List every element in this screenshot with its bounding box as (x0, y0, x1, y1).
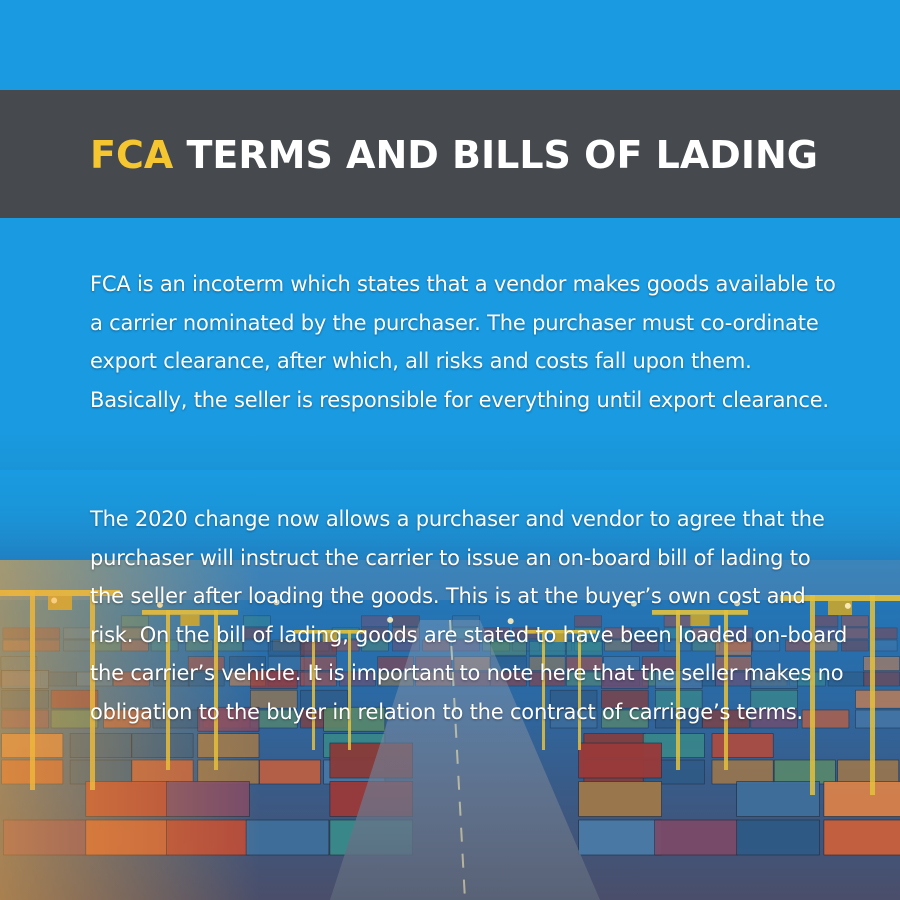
container-box (579, 743, 662, 778)
page-title (90, 131, 870, 179)
container-box (864, 672, 900, 686)
container-box (712, 734, 773, 758)
paragraph-fca-definition: FCA is an incoterm which states that a vendor makes goods available to a carrier nominated by the purchaser. The purchaser must co-ordinate export clearance, after which, all risks and costs fall upon them. Basically, the seller is responsible for everything until export clearance. (90, 272, 836, 412)
crane-leg (870, 595, 875, 795)
container-box (579, 820, 662, 855)
title-accent: FCA (90, 133, 174, 177)
container-box (737, 782, 820, 817)
container-box (856, 690, 900, 708)
container-box (259, 760, 320, 784)
paragraph-2020-change: The 2020 change now allows a purchaser and vendor to agree that the purchaser will instruct the carrier to issue an on-board bill of lading to the seller after loading the goods. This is at the buyer’s own cost and risk. On the bill of lading, goods are stated to have been loaded on-board the carrier’s vehicle. It is important to note here that the seller makes no obligation to the buyer in relation to the contract of carriage’s terms. (90, 507, 848, 724)
container-box (856, 710, 900, 728)
container-box (712, 760, 773, 784)
container-box (824, 820, 900, 855)
title-rest: TERMS AND BILLS OF LADING (173, 133, 818, 177)
container-box (864, 657, 900, 671)
container-box (774, 760, 835, 784)
container-box (655, 820, 738, 855)
container-box (838, 760, 899, 784)
container-box (579, 782, 662, 817)
container-box (824, 782, 900, 817)
container-box (737, 820, 820, 855)
